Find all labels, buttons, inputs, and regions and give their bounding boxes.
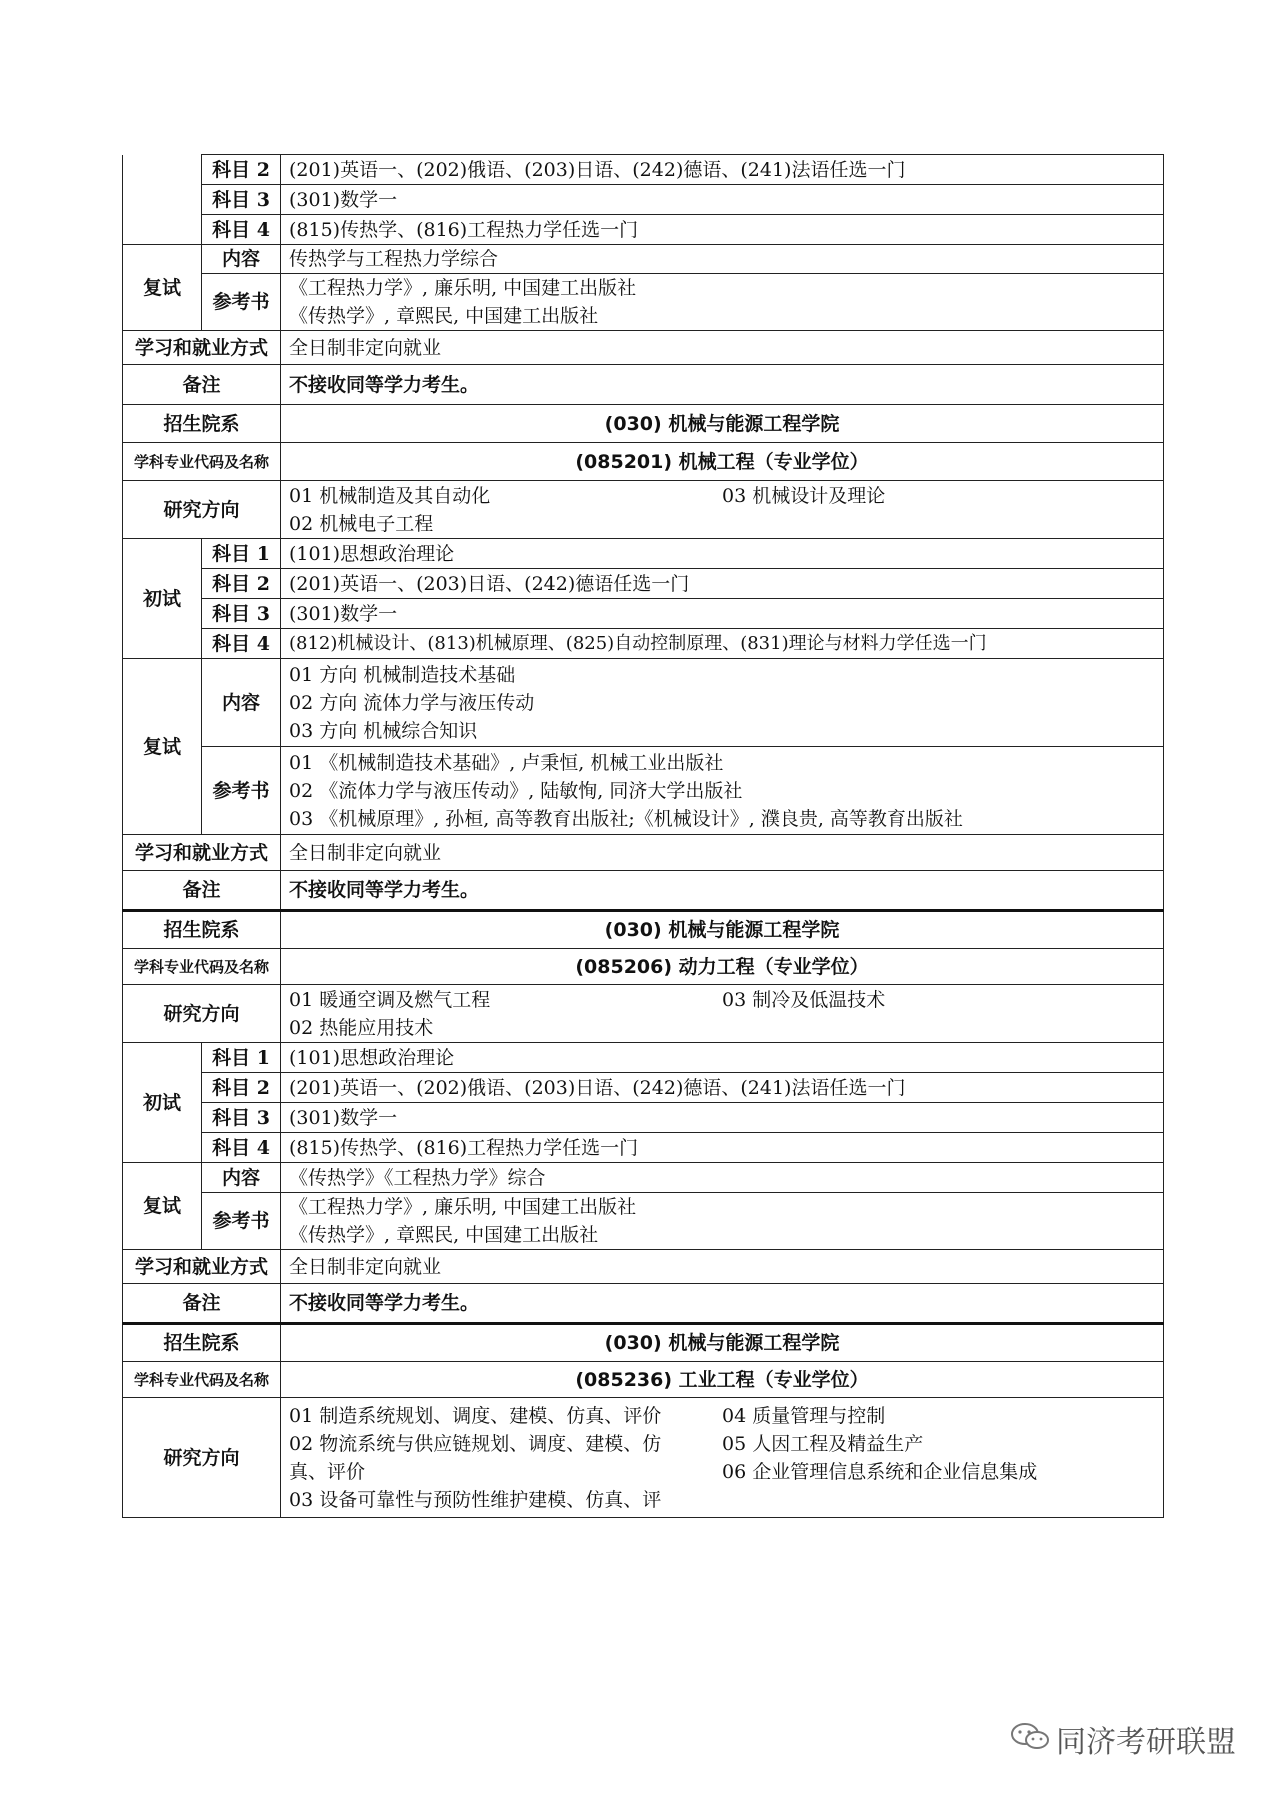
books-label: 参考书 — [202, 274, 281, 331]
major-value: (085236) 工业工程（专业学位） — [281, 1362, 1164, 1398]
dept-value: (030) 机械与能源工程学院 — [281, 911, 1164, 949]
direction-item: 02 物流系统与供应链规划、调度、建模、仿 — [289, 1432, 662, 1455]
book-line: 03 《机械原理》, 孙桓, 高等教育出版社;《机械设计》, 濮良贵, 高等教育出版社 — [289, 807, 963, 830]
subject4-label: 科目 4 — [202, 629, 281, 659]
major-label: 学科专业代码及名称 — [123, 443, 281, 481]
study-mode-value: 全日制非定向就业 — [281, 1250, 1164, 1284]
subject2-label: 科目 2 — [202, 569, 281, 599]
subject3-value: (301)数学一 — [281, 185, 1164, 215]
wechat-icon — [1010, 1721, 1050, 1758]
major-label: 学科专业代码及名称 — [123, 949, 281, 985]
content-label: 内容 — [202, 245, 281, 274]
direction-item: 06 企业管理信息系统和企业信息集成 — [722, 1460, 1038, 1483]
subject2-value: (201)英语一、(202)俄语、(203)日语、(242)德语、(241)法语任选一门 — [281, 1073, 1164, 1103]
direction-value — [281, 985, 1164, 1043]
books-label: 参考书 — [202, 747, 281, 835]
book-line: 《传热学》, 章熙民, 中国建工出版社 — [289, 1224, 599, 1246]
book-line: 《工程热力学》, 廉乐明, 中国建工出版社 — [289, 1196, 637, 1218]
study-mode-label: 学习和就业方式 — [123, 331, 281, 365]
note-label: 备注 — [123, 1284, 281, 1324]
study-mode-label: 学习和就业方式 — [123, 1250, 281, 1284]
subject3-label: 科目 3 — [202, 1103, 281, 1133]
admission-table — [122, 154, 1164, 1518]
study-mode-value: 全日制非定向就业 — [281, 835, 1164, 871]
fushi-label: 复试 — [123, 245, 202, 331]
direction-item: 04 质量管理与控制 — [722, 1404, 886, 1427]
subject4-label: 科目 4 — [202, 215, 281, 245]
subject1-value: (101)思想政治理论 — [281, 1043, 1164, 1073]
direction-label: 研究方向 — [123, 985, 281, 1043]
watermark — [1010, 1717, 1236, 1761]
subject2-label: 科目 2 — [202, 1073, 281, 1103]
study-mode-value: 全日制非定向就业 — [281, 331, 1164, 365]
book-line: 《工程热力学》, 廉乐明, 中国建工出版社 — [289, 277, 637, 299]
direction-item: 02 机械电子工程 — [289, 512, 434, 535]
subject3-value: (301)数学一 — [281, 1103, 1164, 1133]
direction-item: 01 暖通空调及燃气工程 — [289, 988, 491, 1011]
subject4-label: 科目 4 — [202, 1133, 281, 1163]
content-line: 03 方向 机械综合知识 — [289, 719, 478, 742]
dept-label: 招生院系 — [123, 1324, 281, 1362]
direction-item: 02 热能应用技术 — [289, 1016, 434, 1039]
books-value — [281, 747, 1164, 835]
subject4-value: (815)传热学、(816)工程热力学任选一门 — [281, 215, 1164, 245]
note-value: 不接收同等学力考生。 — [281, 365, 1164, 405]
subject1-value: (101)思想政治理论 — [281, 539, 1164, 569]
fushi-label: 复试 — [123, 659, 202, 835]
major-value: (085206) 动力工程（专业学位） — [281, 949, 1164, 985]
content-value: 传热学与工程热力学综合 — [281, 245, 1164, 274]
subject4-value: (815)传热学、(816)工程热力学任选一门 — [281, 1133, 1164, 1163]
note-label: 备注 — [123, 365, 281, 405]
book-line: 《传热学》, 章熙民, 中国建工出版社 — [289, 305, 599, 327]
book-line: 02 《流体力学与液压传动》, 陆敏恂, 同济大学出版社 — [289, 779, 743, 802]
subject2-label: 科目 2 — [202, 155, 281, 185]
major-value: (085201) 机械工程（专业学位） — [281, 443, 1164, 481]
subject4-value: (812)机械设计、(813)机械原理、(825)自动控制原理、(831)理论与材料力学任选一门 — [281, 629, 1164, 659]
chushi-label: 初试 — [123, 539, 202, 659]
content-value: 《传热学》《工程热力学》综合 — [281, 1163, 1164, 1193]
chushi-label: 初试 — [123, 1043, 202, 1163]
subject3-value: (301)数学一 — [281, 599, 1164, 629]
content-line: 01 方向 机械制造技术基础 — [289, 663, 516, 686]
subject2-value: (201)英语一、(203)日语、(242)德语任选一门 — [281, 569, 1164, 599]
subject1-label: 科目 1 — [202, 539, 281, 569]
direction-value — [281, 481, 1164, 539]
direction-item: 03 设备可靠性与预防性维护建模、仿真、评 — [289, 1488, 662, 1511]
major-label: 学科专业代码及名称 — [123, 1362, 281, 1398]
study-mode-label: 学习和就业方式 — [123, 835, 281, 871]
content-value — [281, 659, 1164, 747]
books-label: 参考书 — [202, 1193, 281, 1250]
direction-label: 研究方向 — [123, 481, 281, 539]
subject3-label: 科目 3 — [202, 185, 281, 215]
direction-item: 03 制冷及低温技术 — [722, 988, 886, 1011]
books-value — [281, 1193, 1164, 1250]
dept-label: 招生院系 — [123, 911, 281, 949]
dept-label: 招生院系 — [123, 405, 281, 443]
direction-value — [281, 1398, 1164, 1518]
dept-value: (030) 机械与能源工程学院 — [281, 405, 1164, 443]
note-label: 备注 — [123, 871, 281, 911]
note-value: 不接收同等学力考生。 — [281, 1284, 1164, 1324]
dept-value: (030) 机械与能源工程学院 — [281, 1324, 1164, 1362]
subject3-label: 科目 3 — [202, 599, 281, 629]
subject2-value: (201)英语一、(202)俄语、(203)日语、(242)德语、(241)法语任选一门 — [281, 155, 1164, 185]
book-line: 01 《机械制造技术基础》, 卢秉恒, 机械工业出版社 — [289, 751, 724, 774]
watermark-text: 同济考研联盟 — [1056, 1725, 1236, 1760]
direction-item: 05 人因工程及精益生产 — [722, 1432, 924, 1455]
content-label: 内容 — [202, 659, 281, 747]
content-line: 02 方向 流体力学与液压传动 — [289, 691, 535, 714]
content-label: 内容 — [202, 1163, 281, 1193]
direction-item: 03 机械设计及理论 — [722, 484, 886, 507]
direction-item: 01 机械制造及其自动化 — [289, 484, 491, 507]
direction-item: 真、评价 — [289, 1460, 366, 1483]
direction-item: 01 制造系统规划、调度、建模、仿真、评价 — [289, 1404, 662, 1427]
fushi-label: 复试 — [123, 1163, 202, 1250]
books-value — [281, 274, 1164, 331]
subject1-label: 科目 1 — [202, 1043, 281, 1073]
chushi-label-continued — [123, 155, 202, 245]
direction-label: 研究方向 — [123, 1398, 281, 1518]
note-value: 不接收同等学力考生。 — [281, 871, 1164, 911]
